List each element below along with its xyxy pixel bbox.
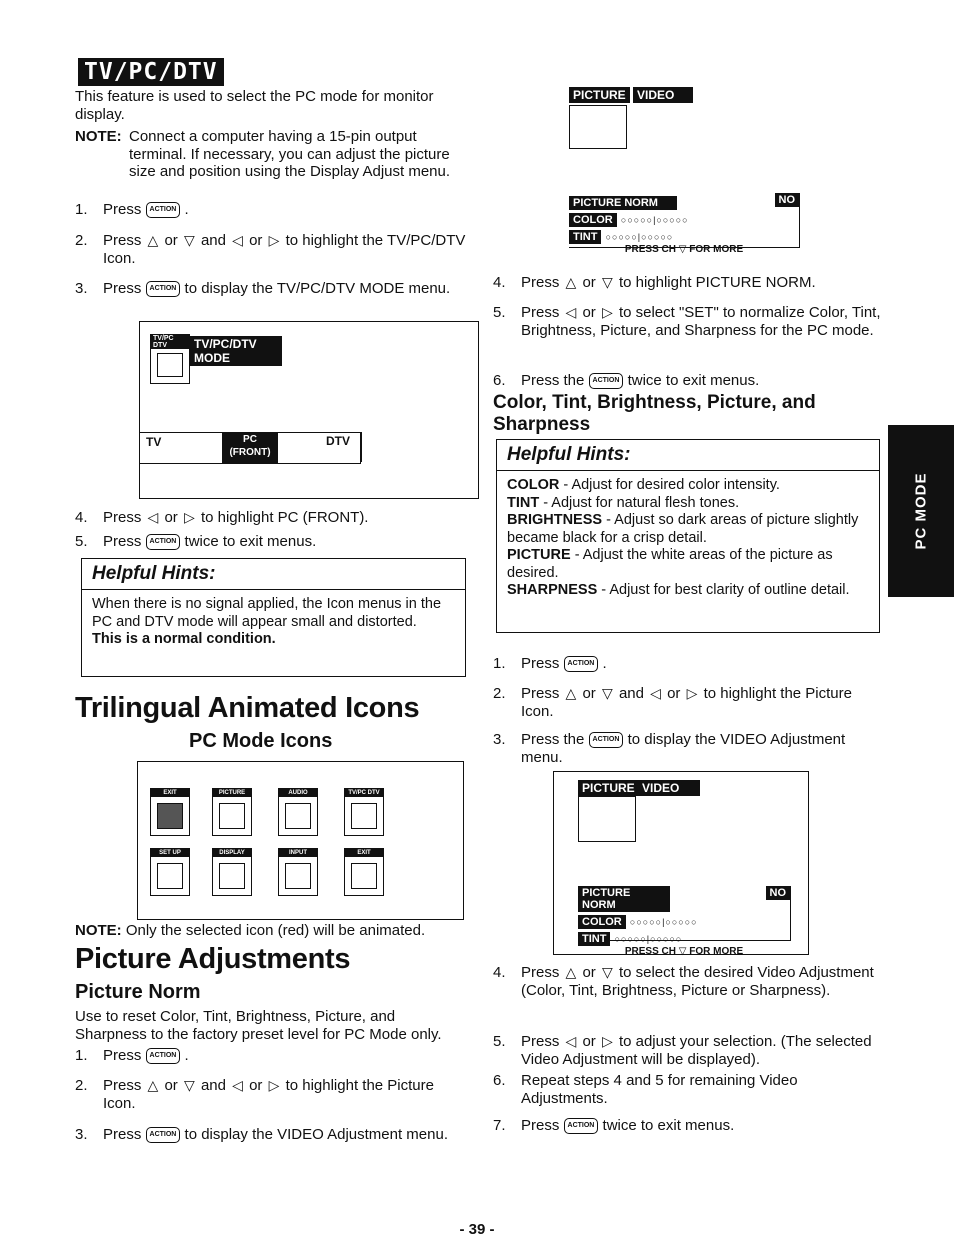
input-select-icon: INPUT SELECT [278, 848, 318, 896]
ch-down-icon: ▽ [601, 964, 613, 981]
hint-item: TINT - Adjust for natural flesh tones. [507, 494, 740, 511]
heading-pc-mode-icons: PC Mode Icons [189, 730, 333, 752]
step-7: 7. Press ACTION twice to exit menus. [493, 1117, 735, 1134]
hints-body [497, 471, 879, 606]
norm-text: Use to reset Color, Tint, Brightness, Picture, and Sharpness to the factory preset level for PC Mode only. [75, 1008, 442, 1043]
vol-right-icon: ▷ [686, 685, 698, 702]
step-4: 4. Press △ or ▽ to select the desired Video Adjustment (Color, Tint, Brightness, Picture or Sharpness). [493, 964, 874, 999]
heading-picture-norm: Picture Norm [75, 981, 201, 1003]
hint-item: PICTURE - Adjust the white areas of the picture as desired. [507, 547, 833, 581]
vol-right-icon: ▷ [268, 1077, 280, 1094]
action-button-icon: ACTION [146, 281, 181, 297]
action-button-icon: ACTION [146, 534, 181, 550]
action-button-icon: ACTION [146, 1048, 181, 1064]
heading-picture-adjustments: Picture Adjustments [75, 943, 351, 975]
icons-panel [137, 761, 464, 920]
tvpc-mode-menu [139, 321, 479, 499]
picture-icon: PICTURE [212, 788, 252, 836]
ch-up-icon: △ [147, 232, 159, 249]
step-5: 5. Press ◁ or ▷ to adjust your selection. (The selected Video Adjustment will be displayed). [493, 1033, 872, 1068]
vol-right-icon: ▷ [601, 1033, 613, 1050]
picture-icon [578, 796, 636, 842]
picture-icon [569, 105, 627, 149]
option-tv: TV [146, 435, 162, 449]
step-1: 1. Press ACTION . [493, 655, 607, 672]
hint-item: SHARPNESS - Adjust for best clarity of outline detail. [507, 582, 850, 598]
ch-up-icon: △ [147, 1077, 159, 1094]
side-tab: PC MODE [888, 425, 954, 597]
menu-title: VIDEO [633, 87, 693, 103]
tvpc-dtv-icon: TV/PC DTV [344, 788, 384, 836]
intro-text: This feature is used to select the PC mode for monitor display. [75, 88, 434, 123]
vol-left-icon: ◁ [232, 1077, 243, 1094]
action-button-icon: ACTION [564, 1118, 599, 1134]
heading-color-tint: Color, Tint, Brightness, Picture, and Sharpness [493, 392, 816, 435]
video-adjust-list: PICTURE NORM NO COLOR ○○○○○|○○○○○ TINT ○○○○○|○○○○○ PRESS CH ▽ FOR MORE [578, 886, 791, 941]
setup-icon: SET UP [150, 848, 190, 896]
vol-left-icon: ◁ [565, 1033, 577, 1050]
step-1: 1. Press ACTION . [75, 1047, 189, 1064]
helpful-hints-box [81, 558, 466, 677]
menu-title: TV/PC/DTV MODE [190, 336, 282, 366]
icons-note: NOTE: Only the selected icon (red) will be animated. [75, 922, 426, 939]
vol-right-icon: ▷ [601, 304, 613, 321]
video-menu-2: PICTURE VIDEO PICTURE NORM NO COLOR ○○○○○|○○○○○ TINT ○○○○○|○○○○○ PRESS CH ▽ FOR MORE [553, 771, 809, 955]
vol-left-icon: ◁ [232, 232, 243, 249]
hints-title: Helpful Hints: [82, 559, 465, 590]
step-4: 4. Press ◁ or ▷ to highlight PC (FRONT). [75, 509, 369, 526]
ch-up-icon: △ [565, 964, 577, 981]
step-2: 2. Press △ or ▽ and ◁ or ▷ to highlight the Picture Icon. [75, 1077, 434, 1112]
hint-item: BRIGHTNESS - Adjust so dark areas of picture slightly became black for a crisp detail. [507, 512, 859, 546]
vol-left-icon: ◁ [565, 304, 577, 321]
option-dtv: DTV [326, 434, 350, 448]
exit-icon: EXIT [344, 848, 384, 896]
action-button-icon: ACTION [589, 373, 624, 389]
helpful-hints-box [496, 439, 880, 633]
step-6: 6. Repeat steps 4 and 5 for remaining Video Adjustments. [493, 1072, 798, 1107]
step-1: 1. Press ACTION . [75, 201, 189, 218]
hint-item: COLOR - Adjust for desired color intensity. [507, 477, 780, 493]
hints-title: Helpful Hints: [497, 440, 879, 471]
step-5: 5. Press ACTION twice to exit menus. [75, 533, 317, 550]
note-block: NOTE: Connect a computer having a 15-pin output terminal. If necessary, you can adjust the picture size and position using the Display Adjust menu. [75, 128, 451, 180]
step-3: 3. Press ACTION to display the TV/PC/DTV MODE menu. [75, 280, 451, 297]
menu-title: VIDEO [638, 780, 700, 796]
ch-up-icon: △ [565, 685, 577, 702]
action-button-icon: ACTION [564, 656, 599, 672]
vol-left-icon: ◁ [147, 509, 159, 526]
vol-right-icon: ▷ [268, 232, 280, 249]
ch-down-icon: ▽ [601, 685, 613, 702]
video-adjust-list: PICTURE NORM NO COLOR ○○○○○|○○○○○ TINT ○○○○○|○○○○○ PRESS CH ▽ FOR MORE [569, 193, 800, 248]
step-3: 3. Press the ACTION to display the VIDEO Adjustment menu. [493, 731, 846, 766]
hints-body: When there is no signal applied, the Icon menus in the PC and DTV mode will appear small and distorted. This is a normal condition. [92, 596, 442, 647]
ch-up-icon: △ [565, 274, 577, 291]
display-adj-icon: DISPLAY ADJ [212, 848, 252, 896]
vol-left-icon: ◁ [650, 685, 661, 702]
action-button-icon: ACTION [146, 202, 181, 218]
ch-down-icon: ▽ [183, 1077, 195, 1094]
step-4: 4. Press △ or ▽ to highlight PICTURE NORM. [493, 274, 816, 291]
video-menu-1: PICTURE VIDEO PICTURE NORM NO COLOR ○○○○○|○○○○○ TINT ○○○○○|○○○○○ PRESS CH ▽ FOR MORE [565, 77, 819, 253]
step-2: 2. Press △ or ▽ and ◁ or ▷ to highlight the Picture Icon. [493, 685, 852, 720]
logo-banner: TV/PC/DTV [78, 58, 224, 86]
heading-trilingual: Trilingual Animated Icons [75, 692, 420, 724]
audio-icon: AUDIO [278, 788, 318, 836]
action-button-icon: ACTION [146, 1127, 181, 1143]
step-5: 5. Press ◁ or ▷ to select "SET" to normalize Color, Tint, Brightness, Picture, and Sharpness for the PC mode. [493, 304, 881, 339]
ch-down-icon: ▽ [601, 274, 613, 291]
page-number: - 39 - [459, 1221, 495, 1238]
ch-down-icon: ▽ [183, 232, 195, 249]
tvpc-icon: TV/PC DTV [150, 334, 190, 384]
vol-right-icon: ▷ [183, 509, 195, 526]
action-button-icon: ACTION [589, 732, 624, 748]
step-2: 2. Press △ or ▽ and ◁ or ▷ to highlight the TV/PC/DTV Icon. [75, 232, 466, 267]
step-6: 6. Press the ACTION twice to exit menus. [493, 372, 760, 389]
step-3: 3. Press ACTION to display the VIDEO Adjustment menu. [75, 1126, 448, 1143]
option-pc-front: PC (FRONT) [222, 433, 278, 463]
exit-icon: EXIT [150, 788, 190, 836]
